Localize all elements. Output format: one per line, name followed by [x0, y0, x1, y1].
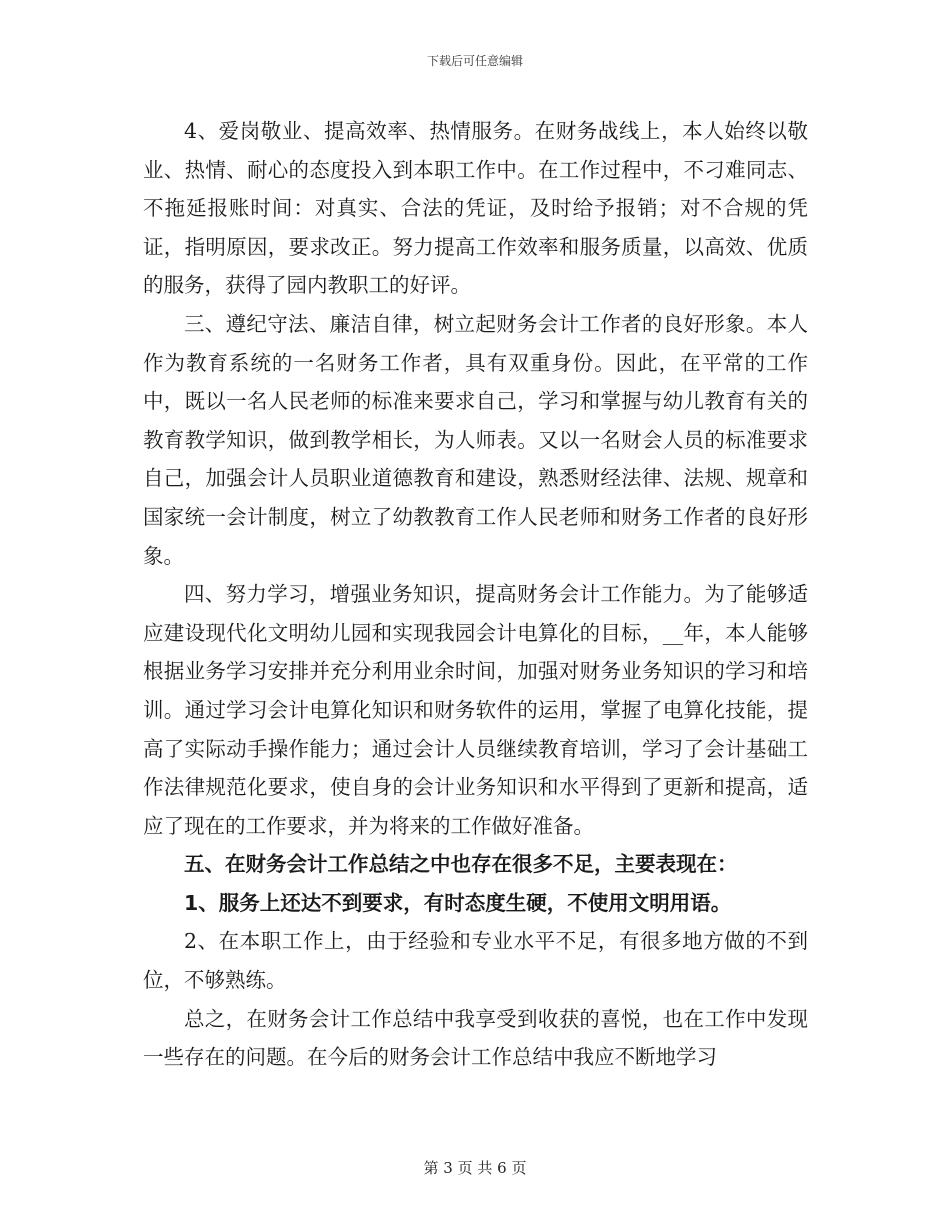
paragraph-shortcomings-heading: 五、在财务会计工作总结之中也存在很多不足，主要表现在：: [184, 852, 738, 877]
paragraph-conclusion: 总之，在财务会计工作总结中我享受到收获的喜悦，也在工作中发现一些存在的问题。在今后的财务会计工作总结中我应不断地学习: [143, 1006, 808, 1070]
page-header: 下载后可任意编辑: [426, 54, 523, 68]
paragraph-learning: 四、努力学习，增强业务知识，提高财务会计工作能力。为了能够适应建设现代化文明幼儿园和实现我园会计电算化的目标，__年，本人能够根据业务学习安排并充分利用业余时间，加强对财务业务知识的学习和培训。通过学习会计电算化知识和财务软件的运用，掌握了电算化技能，提高了实际动手操作能力；通过会计人员继续教育培训，学习了会计基础工作法律规范化要求，使自身的会计业务知识和水平得到了更新和提高，适应了现在的工作要求，并为将来的工作做好准备。: [143, 582, 808, 838]
paragraph-shortcoming-2: 2、在本职工作上，由于经验和专业水平不足，有很多地方做的不到位，不够熟练。: [143, 929, 808, 993]
paragraph-integrity: 三、遵纪守法、廉洁自律，树立起财务会计工作者的良好形象。本人作为教育系统的一名财务工作者，具有双重身份。因此，在平常的工作中，既以一名人民老师的标准来要求自己，学习和掌握与幼儿教育有关的教育教学知识，做到教学相长，为人师表。又以一名财会人员的标准要求自己，加强会计人员职业道德教育和建设，熟悉财经法律、法规、规章和国家统一会计制度，树立了幼教教育工作人民老师和财务工作者的良好形象。: [143, 311, 808, 568]
document-body: [143, 112, 808, 1077]
page-number-footer: 第 3 页 共 6 页: [423, 1159, 527, 1177]
paragraph-dedication: 4、爱岗敬业、提高效率、热情服务。在财务战线上，本人始终以敬业、热情、耐心的态度投入到本职工作中。在工作过程中，不刁难同志、不拖延报账时间：对真实、合法的凭证，及时给予报销；对不合规的凭证，指明原因，要求改正。努力提高工作效率和服务质量，以高效、优质的服务，获得了园内教职工的好评。: [143, 119, 808, 298]
paragraph-shortcoming-1: 1、服务上还达不到要求，有时态度生硬，不使用文明用语。: [184, 890, 732, 915]
